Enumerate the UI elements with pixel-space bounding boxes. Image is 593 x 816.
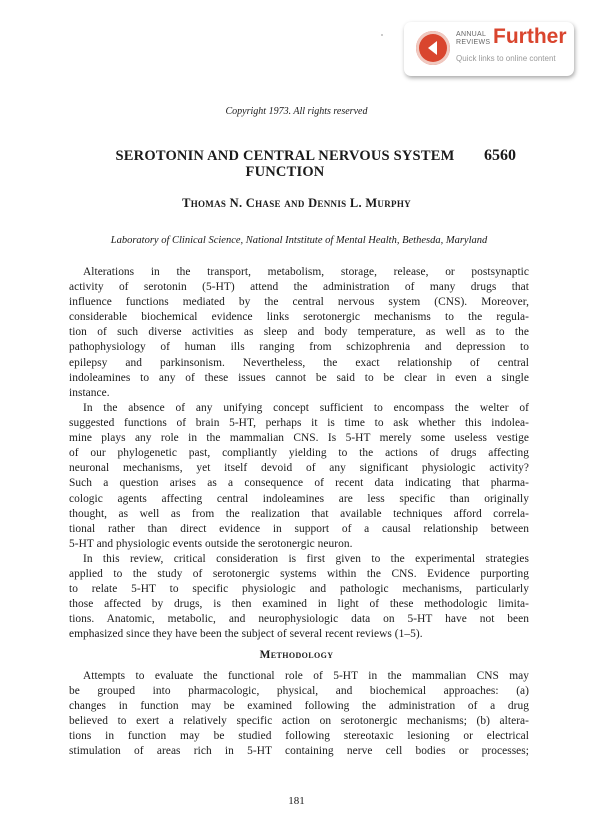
- text-line: mine plays any role in the mammalian CNS. Is 5-HT merely some useless vestige: [69, 432, 529, 445]
- text-line: emphasized since they have been the subject of several recent reviews (1–5).: [69, 628, 423, 641]
- text-line: believed to exert a relatively specific action on serotonergic mechanisms; (b) altera-: [69, 715, 529, 728]
- text-line: tional rather than direct evidence in support of a causal relationship between: [69, 522, 529, 535]
- text-line: suggested functions of brain 5-HT, perhaps it is time to ask whether this indolea-: [69, 417, 529, 430]
- paragraph-3: [69, 552, 529, 643]
- copyright-notice: Copyright 1973. All rights reserved: [225, 106, 368, 117]
- back-arrow-icon[interactable]: [416, 31, 450, 65]
- text-line: stimulation of areas rich in 5-HT containing nerve cell bodies or processes;: [69, 745, 529, 758]
- text-line: of our phylogenetic past, compliantly yielding to the actions of drugs affecting: [69, 447, 529, 460]
- article-number: 6560: [484, 147, 516, 164]
- text-line: tions in function may be studied following stereotaxic lesioning or electrical: [69, 730, 529, 743]
- text-line: In this review, critical consideration is first given to the experimental strategies: [83, 553, 529, 565]
- paragraph-4: [69, 669, 529, 760]
- text-line: instance.: [69, 386, 110, 399]
- text-line: be grouped into pharmacologic, physical, and biochemical approaches: (a): [69, 685, 529, 698]
- text-line: applied to the study of serotonergic systems within the CNS. Evidence purporting: [69, 568, 529, 581]
- text-line: indoleamines to any of these issues cannot be said to be clear in even a single: [69, 371, 529, 384]
- badge-annual: ANNUAL: [456, 31, 487, 38]
- authors: Thomas N. Chase and Dennis L. Murphy: [182, 196, 411, 210]
- text-line: pathophysiology of human ills ranging from schizophrenia and depression to: [69, 341, 529, 354]
- paragraph-2: [69, 401, 529, 552]
- scan-speck: [381, 34, 383, 36]
- text-line: neuronal mechanisms, yet itself devoid of any significant physiologic activity?: [69, 462, 529, 475]
- text-line: considerable biochemical evidence links serotonergic mechanisms to the regula-: [69, 311, 529, 324]
- text-line: thought, as well as from the realization that available techniques afford correla-: [69, 507, 529, 520]
- title-line: FUNCTION: [245, 164, 325, 180]
- affiliation: Laboratory of Clinical Science, National Intstitute of Mental Health, Bethesda, Maryland: [110, 235, 488, 246]
- text-line: Attempts to evaluate the functional role of 5-HT in the mammalian CNS may: [83, 670, 529, 682]
- text-line: to relate 5-HT to specific physiologic and pathologic mechanisms, particularly: [69, 583, 529, 596]
- badge-annual-reviews: [456, 31, 490, 47]
- section-heading: Methodology: [259, 649, 334, 661]
- text-line: epilepsy and parkinsonism. Nevertheless, the exact relationship of central: [69, 356, 529, 369]
- page-number: 181: [288, 795, 305, 807]
- badge-subtitle[interactable]: Quick links to online content: [456, 54, 556, 63]
- article-title: [95, 148, 475, 180]
- text-line: Alterations in the transport, metabolism, storage, release, or postsynaptic: [83, 266, 529, 278]
- title-line: SEROTONIN AND CENTRAL NERVOUS SYSTEM: [115, 148, 455, 164]
- text-line: tion of such diverse activities as sleep and body temperature, as well as to the: [69, 326, 529, 339]
- badge-further[interactable]: Further: [493, 25, 567, 48]
- badge-reviews: REVIEWS: [456, 39, 491, 46]
- text-line: those affected by drugs, is then examined in light of these methodologic limita-: [69, 598, 529, 611]
- text-line: 5-HT and physiologic events outside the serotonergic neuron.: [69, 537, 353, 550]
- text-line: influence functions mediated by the central nervous system (CNS). Moreover,: [69, 296, 529, 309]
- further-badge[interactable]: [404, 22, 574, 76]
- text-line: cologic agents affecting central indoleamines are less specific than originally: [69, 492, 529, 505]
- text-line: tions. Anatomic, metabolic, and neurophysiologic data on 5-HT have not been: [69, 613, 529, 626]
- text-line: In the absence of any unifying concept sufficient to encompass the welter of: [83, 402, 529, 414]
- text-line: changes in function may be examined following the administration of a drug: [69, 700, 529, 713]
- text-line: Such a question arises as a consequence of recent data indicating that pharma-: [69, 477, 529, 490]
- paragraph-1: [69, 265, 529, 401]
- text-line: activity of serotonin (5-HT) attend the administration of many drugs that: [69, 281, 529, 294]
